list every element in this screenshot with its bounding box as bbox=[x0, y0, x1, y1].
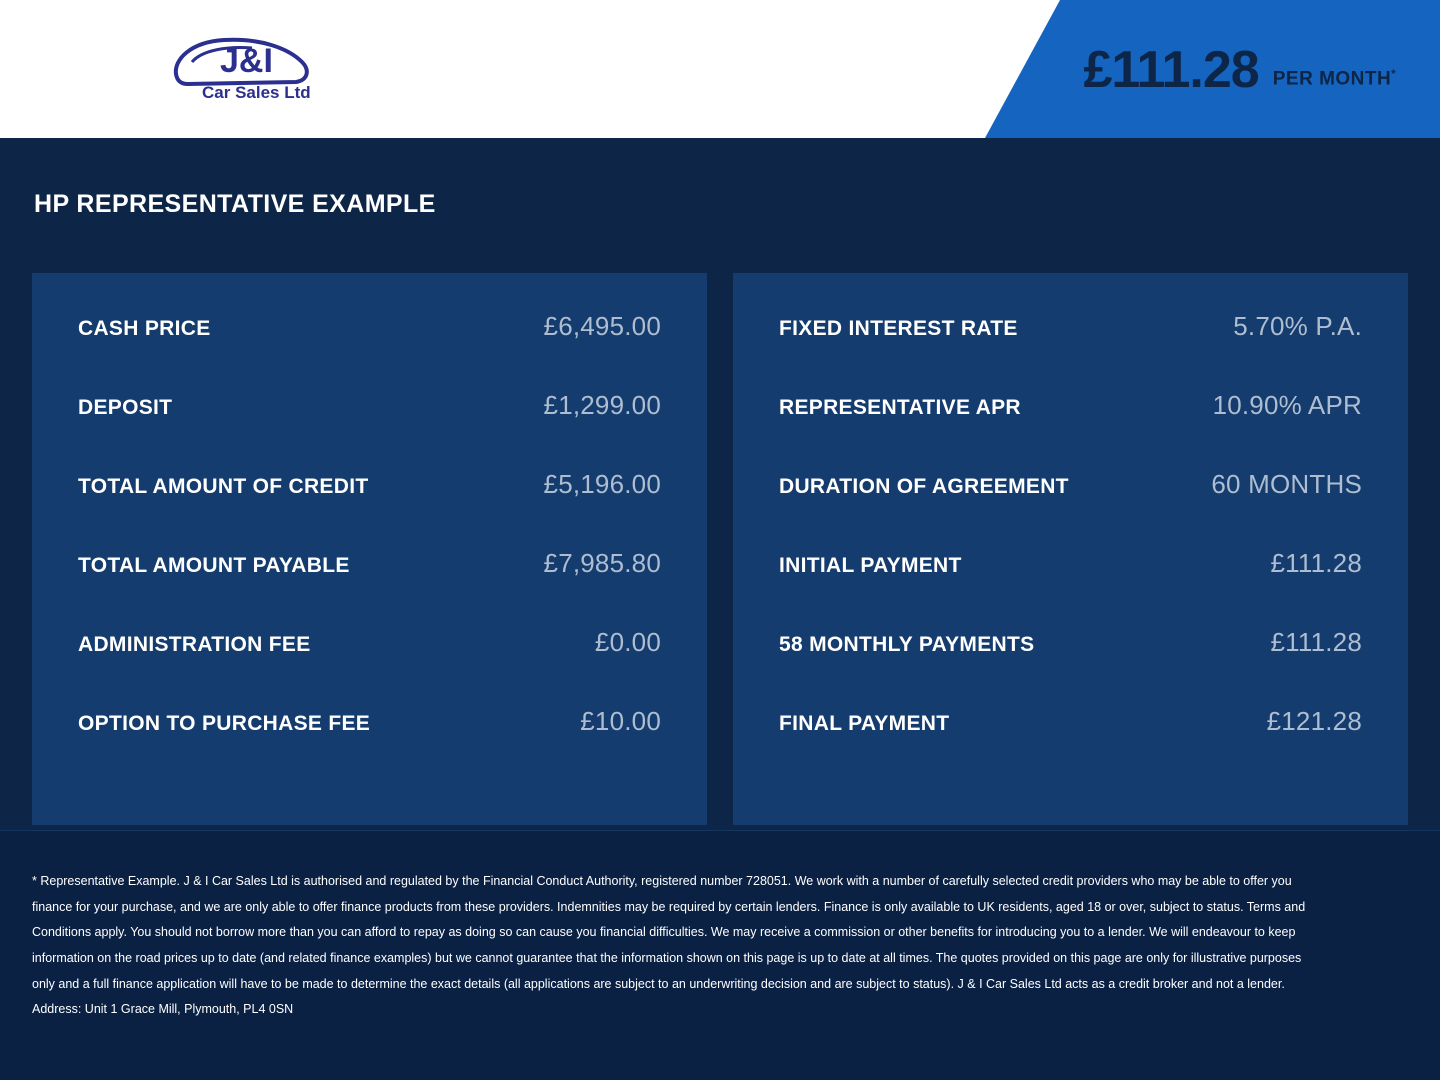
row-value: £111.28 bbox=[1270, 548, 1362, 578]
row-value: £111.28 bbox=[1270, 627, 1362, 657]
company-logo bbox=[168, 28, 348, 110]
table-row bbox=[779, 311, 1362, 390]
row-label: TOTAL AMOUNT PAYABLE bbox=[78, 554, 350, 577]
table-row bbox=[779, 627, 1362, 706]
row-value: £121.28 bbox=[1266, 706, 1362, 736]
row-label: OPTION TO PURCHASE FEE bbox=[78, 712, 371, 735]
monthly-price-block bbox=[1083, 41, 1396, 99]
row-value: 60 MONTHS bbox=[1211, 469, 1362, 499]
row-label: CASH PRICE bbox=[78, 317, 211, 340]
svg-text:Car Sales Ltd: Car Sales Ltd bbox=[202, 83, 311, 102]
left-finance-panel bbox=[32, 273, 707, 825]
monthly-price-label bbox=[1273, 68, 1396, 96]
row-value: £6,495.00 bbox=[543, 311, 661, 341]
row-value: 5.70% P.A. bbox=[1233, 311, 1362, 341]
page-title: HP REPRESENTATIVE EXAMPLE bbox=[34, 190, 436, 218]
finance-panels bbox=[32, 273, 1408, 825]
table-row bbox=[78, 548, 661, 627]
row-label: TOTAL AMOUNT OF CREDIT bbox=[78, 475, 369, 498]
table-row bbox=[779, 706, 1362, 785]
right-finance-panel bbox=[733, 273, 1408, 825]
row-label: REPRESENTATIVE APR bbox=[779, 396, 1021, 419]
row-label: ADMINISTRATION FEE bbox=[78, 633, 311, 656]
price-asterisk: * bbox=[1391, 67, 1396, 80]
row-label: INITIAL PAYMENT bbox=[779, 554, 962, 577]
page-header bbox=[0, 0, 1440, 138]
table-row bbox=[78, 706, 661, 785]
table-row bbox=[78, 390, 661, 469]
per-month-text: PER MONTH bbox=[1272, 68, 1392, 89]
row-value: £7,985.80 bbox=[543, 548, 661, 578]
svg-text:J&I: J&I bbox=[220, 42, 273, 80]
row-value: £10.00 bbox=[580, 706, 661, 736]
row-value: £1,299.00 bbox=[543, 390, 661, 420]
row-label: DEPOSIT bbox=[78, 396, 173, 419]
table-row bbox=[779, 390, 1362, 469]
row-value: £0.00 bbox=[594, 627, 661, 657]
row-label: FINAL PAYMENT bbox=[779, 712, 950, 735]
row-label: 58 MONTHLY PAYMENTS bbox=[779, 633, 1035, 656]
row-label: FIXED INTEREST RATE bbox=[779, 317, 1018, 340]
table-row bbox=[779, 469, 1362, 548]
row-label: DURATION OF AGREEMENT bbox=[779, 475, 1069, 498]
table-row bbox=[779, 548, 1362, 627]
row-value: 10.90% APR bbox=[1212, 390, 1362, 420]
table-row bbox=[78, 627, 661, 706]
header-white-shape bbox=[0, 0, 1060, 138]
table-row bbox=[78, 311, 661, 390]
page-footer bbox=[0, 830, 1440, 1080]
monthly-price-amount: £111.28 bbox=[1083, 41, 1259, 99]
table-row bbox=[78, 469, 661, 548]
row-value: £5,196.00 bbox=[543, 469, 661, 499]
disclaimer-text: * Representative Example. J & I Car Sales Ltd is authorised and regulated by the Financial Conduct Authority, registered number 728051. We work with a number of carefully selected credit providers who may be able to offer you finance for your purchase, and we are only able to offer finance products from these providers. Indemnities may be required by certain lenders. Finance is only available to UK residents, aged 18 or over, subject to status. Terms and Conditions apply. You should not borrow more than you can afford to repay as doing so can cause you financial difficulties. We may receive a commission or other benefits for introducing you to a lender. We will endeavour to keep information on the road prices up to date (and related finance examples) but we cannot guarantee that the information shown on this page is up to date at all times. The quotes provided on this page are only for illustrative purposes only and a full finance application will have to be made to determine the exact details (all applications are subject to an underwriting decision and are subject to status). J & I Car Sales Ltd acts as a credit broker and not a lender. Address: Unit 1 Grace Mill, Plymouth, PL4 0SN bbox=[32, 874, 1306, 1017]
